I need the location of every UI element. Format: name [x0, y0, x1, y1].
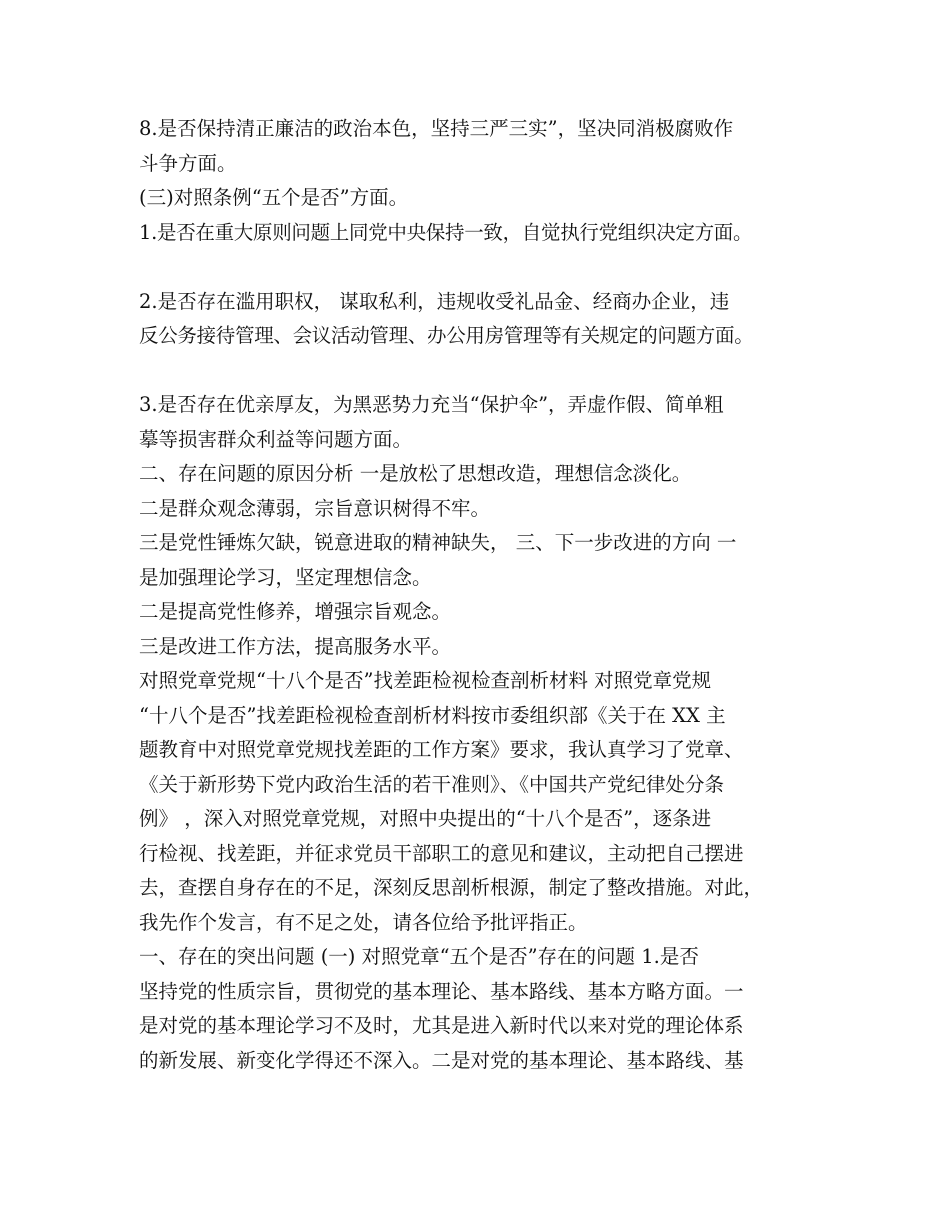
text-line-26: 的新发展、新变化学得还不深入。二是对党的基本理论、基本路线、基	[139, 1048, 744, 1072]
text-line-22: 我先作个发言，有不足之处，请各位给予批评指正。	[139, 910, 588, 934]
text-line-24: 坚持党的性质宗旨，贯彻党的基本理论、基本路线、基本方略方面。一	[139, 979, 744, 1003]
text-line-12: 是加强理论学习，坚定理想信念。	[139, 565, 432, 589]
text-line-4: 1.是否在重大原则问题上同党中央保持一致，自觉执行党组织决定方面。	[139, 220, 753, 244]
text-line-19: 例》 ，深入对照党章党规，对照中央提出的“十八个是否”，逐条进	[139, 807, 712, 830]
text-line-9: 二、存在问题的原因分析 一是放松了思想改造，理想信念淡化。	[139, 462, 692, 485]
text-line-16: “十八个是否”找差距检视检查剖析材料按市委组织部《关于在 XX 主	[139, 703, 726, 727]
text-line-5: 2.是否存在滥用职权， 谋取私利，违规收受礼品金、经商办企业，违	[139, 289, 730, 313]
text-line-8: 摹等损害群众利益等问题方面。	[139, 427, 413, 451]
text-line-1: 8.是否保持清正廉洁的政治本色，坚持三严三实”，坚决同消极腐败作	[139, 117, 734, 140]
text-line-7: 3.是否存在优亲厚友，为黑恶势力充当“保护伞”，弄虚作假、简单粗	[139, 393, 724, 416]
text-line-17: 题教育中对照党章党规找差距的工作方案》要求，我认真学习了党章、	[139, 738, 744, 761]
text-line-11: 三是党性锤炼欠缺，锐意进取的精神缺失， 三、下一步改进的方向 一	[139, 531, 737, 554]
text-line-15: 对照党章党规“十八个是否”找差距检视检查剖析材料 对照党章党规	[139, 669, 712, 692]
document-body	[139, 112, 829, 1078]
text-line-13: 二是提高党性修养，增强宗旨观念。	[139, 600, 452, 623]
text-line-14: 三是改进工作方法，提高服务水平。	[139, 634, 452, 658]
blank-line-1	[139, 250, 829, 285]
text-line-2: 斗争方面。	[139, 151, 237, 175]
text-line-6: 反公务接待管理、会议活动管理、办公用房管理等有关规定的问题方面。	[139, 324, 754, 347]
text-line-25: 是对党的基本理论学习不及时，尤其是进入新时代以来对党的理论体系	[139, 1014, 744, 1037]
text-line-21: 去，查摆自身存在的不足，深刻反思剖析根源，制定了整改措施。对此，	[139, 876, 764, 899]
text-line-23: 一、存在的突出问题 (一) 对照党章“五个是否”存在的问题 1.是否	[139, 945, 699, 968]
text-line-10: 二是群众观念薄弱，宗旨意识树得不牢。	[139, 496, 491, 520]
text-line-18: 《关于新形势下党内政治生活的若干准则》、《中国共产党纪律处分条	[139, 772, 725, 796]
blank-line-2	[139, 354, 829, 389]
text-line-20: 行检视、找差距，并征求党员干部职工的意见和建议，主动把自己摆进	[139, 841, 744, 865]
text-line-3: (三)对照条例“五个是否”方面。	[139, 186, 409, 209]
